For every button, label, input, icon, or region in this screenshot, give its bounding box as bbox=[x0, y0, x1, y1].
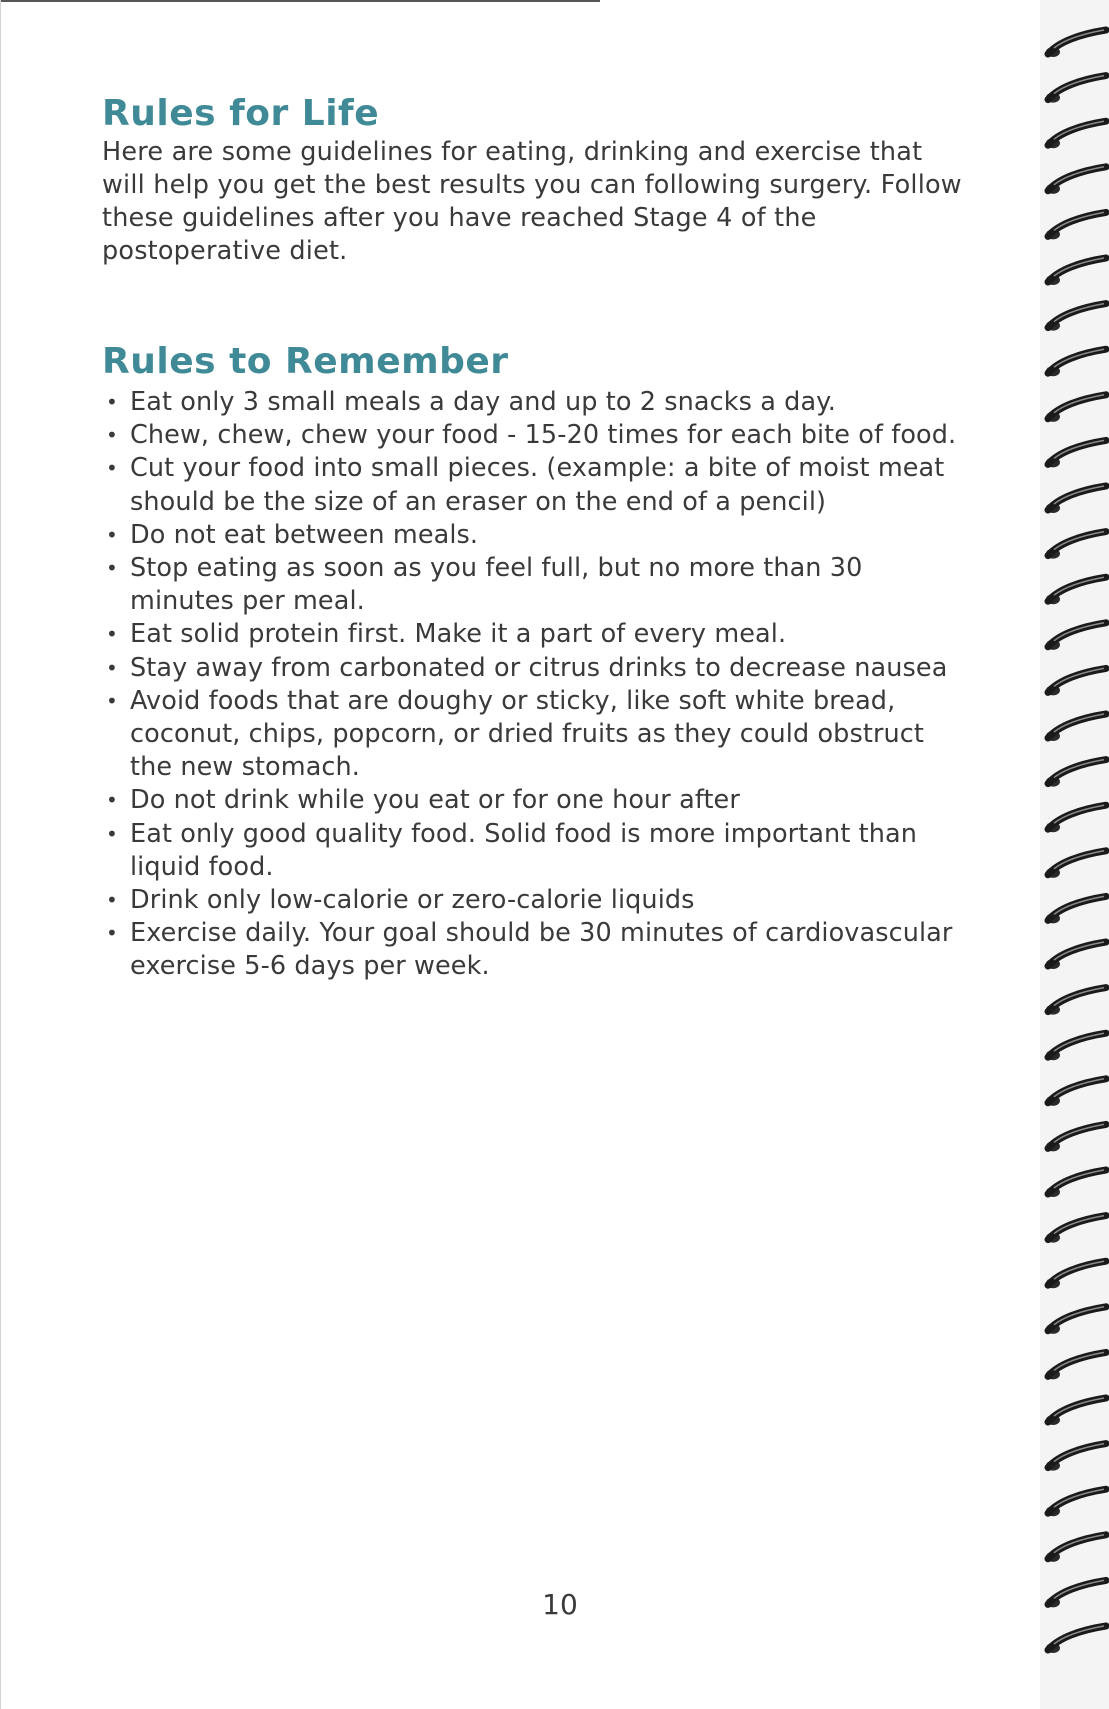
list-item bbox=[102, 917, 970, 983]
coil-ring bbox=[1046, 1535, 1106, 1562]
coil-ring bbox=[1046, 1033, 1106, 1060]
list-item-text: Cut your food into small pieces. (example: a bite of moist meat should be the size of an eraser on the end of a pencil) bbox=[130, 453, 945, 517]
coil-ring bbox=[1046, 440, 1106, 467]
coil-ring bbox=[1046, 623, 1106, 650]
list-item bbox=[102, 519, 970, 552]
coil-wire bbox=[1048, 486, 1106, 510]
list-item-text: Eat only 3 small meals a day and up to 2 snacks a day. bbox=[130, 387, 836, 417]
coil-wire bbox=[1048, 1444, 1106, 1468]
coil-wire bbox=[1048, 942, 1106, 966]
coil-wire bbox=[1048, 714, 1106, 738]
coil-wire bbox=[1048, 760, 1106, 784]
coil-ring bbox=[1046, 851, 1106, 878]
coil-wire bbox=[1048, 1352, 1106, 1376]
coil-ring bbox=[1046, 896, 1106, 923]
bullet-icon: • bbox=[106, 888, 118, 913]
list-item bbox=[102, 652, 970, 685]
bullet-icon: • bbox=[106, 556, 118, 581]
coil-ring bbox=[1046, 714, 1106, 741]
coil-ring bbox=[1046, 395, 1106, 422]
coil-ring bbox=[1046, 486, 1106, 513]
coil-wire bbox=[1048, 851, 1106, 875]
coil-ring bbox=[1046, 167, 1106, 194]
coil-wire bbox=[1048, 1307, 1106, 1331]
coil-ring bbox=[1046, 1444, 1106, 1471]
bullet-icon: • bbox=[106, 390, 118, 414]
coil-wire bbox=[1048, 1535, 1106, 1559]
intro-paragraph: Here are some guidelines for eating, drinking and exercise that will help you get the best results you can following surgery. Follow these guidelines after you have reached Stage 4 of the postoperative diet. bbox=[102, 137, 962, 266]
coil-ring bbox=[1046, 1398, 1106, 1425]
coil-wire bbox=[1048, 304, 1106, 328]
bullet-icon: • bbox=[106, 788, 118, 813]
coil-ring bbox=[1046, 349, 1106, 376]
coil-ring bbox=[1046, 532, 1106, 559]
list-item-text: Do not eat between meals. bbox=[130, 519, 479, 550]
coil-wire bbox=[1048, 258, 1106, 282]
coil-ring bbox=[1046, 577, 1106, 604]
coil-wire bbox=[1048, 1170, 1106, 1194]
spiral-binding bbox=[1040, 0, 1109, 1709]
coil-wire bbox=[1048, 623, 1106, 647]
coil-ring bbox=[1046, 1626, 1106, 1653]
coil-ring bbox=[1046, 304, 1106, 331]
coil-ring bbox=[1046, 212, 1106, 239]
coil-wire bbox=[1048, 167, 1106, 191]
coil-ring bbox=[1046, 1124, 1106, 1151]
bullet-icon: • bbox=[106, 921, 118, 946]
bullet-icon: • bbox=[106, 688, 118, 713]
list-item-text: Do not drink while you eat or for one hour after bbox=[130, 785, 740, 816]
coil-ring bbox=[1046, 760, 1106, 787]
coil-wire bbox=[1048, 440, 1106, 464]
coil-wire bbox=[1048, 212, 1106, 236]
coil-ring bbox=[1046, 1079, 1106, 1106]
list-item-text: Exercise daily. Your goal should be 30 minutes of cardiovascular exercise 5-6 days per week. bbox=[130, 918, 953, 982]
coil-ring bbox=[1046, 1307, 1106, 1334]
coil-wire bbox=[1048, 577, 1106, 601]
bullet-icon: • bbox=[106, 423, 118, 448]
coil-wire bbox=[1048, 1398, 1106, 1422]
coil-ring bbox=[1046, 121, 1106, 148]
coil-wire bbox=[1048, 988, 1106, 1012]
coil-wire bbox=[1048, 1124, 1106, 1148]
list-item-text: Chew, chew, chew your food - 15-20 times for each bite of food. bbox=[130, 420, 957, 451]
coil-ring bbox=[1046, 1261, 1106, 1288]
bullet-icon: • bbox=[106, 622, 118, 647]
section-title-rules-for-life: Rules for Life bbox=[102, 93, 380, 134]
coil-ring bbox=[1046, 30, 1106, 57]
coil-ring bbox=[1046, 942, 1106, 969]
coil-ring bbox=[1046, 1489, 1106, 1516]
list-item bbox=[102, 784, 970, 817]
coil-ring bbox=[1046, 668, 1106, 695]
coil-wire bbox=[1048, 805, 1106, 829]
spiral-coils-graphic bbox=[1040, 0, 1109, 1709]
coil-wire bbox=[1048, 1489, 1106, 1513]
list-item bbox=[102, 618, 970, 651]
list-item-text: Stay away from carbonated or citrus drinks to decrease nausea bbox=[130, 652, 948, 683]
coil-ring bbox=[1046, 76, 1106, 103]
list-item-text: Eat only good quality food. Solid food is more important than liquid food. bbox=[130, 818, 917, 882]
coil-ring bbox=[1046, 1580, 1106, 1607]
coil-wire bbox=[1048, 30, 1106, 54]
coil-wire bbox=[1048, 1079, 1106, 1103]
coil-ring bbox=[1046, 1216, 1106, 1243]
coil-ring bbox=[1046, 1352, 1106, 1379]
rules-list bbox=[102, 386, 982, 984]
list-item bbox=[102, 419, 970, 452]
coil-wire bbox=[1048, 76, 1106, 100]
section-title-rules-to-remember: Rules to Remember bbox=[102, 341, 509, 382]
list-item bbox=[102, 552, 970, 618]
coil-wire bbox=[1048, 1033, 1106, 1057]
bullet-icon: • bbox=[106, 655, 118, 680]
list-item-text: Eat solid protein first. Make it a part of every meal. bbox=[130, 619, 787, 650]
bullet-icon: • bbox=[106, 522, 118, 547]
list-item-text: Stop eating as soon as you feel full, but no more than 30 minutes per meal. bbox=[130, 553, 863, 617]
list-item-text: Drink only low-calorie or zero-calorie liquids bbox=[130, 885, 695, 916]
bullet-icon: • bbox=[106, 821, 118, 846]
coil-wire bbox=[1048, 349, 1106, 373]
coil-ring bbox=[1046, 258, 1106, 285]
coil-wire bbox=[1048, 121, 1106, 145]
coil-wire bbox=[1048, 1261, 1106, 1285]
list-item bbox=[102, 685, 970, 785]
coil-wire bbox=[1048, 668, 1106, 692]
coil-wire bbox=[1048, 1580, 1106, 1604]
page-content bbox=[102, 92, 982, 984]
coil-ring bbox=[1046, 988, 1106, 1015]
coil-wire bbox=[1048, 1216, 1106, 1240]
coil-ring bbox=[1046, 1170, 1106, 1197]
page-number: 10 bbox=[542, 1588, 578, 1621]
list-item bbox=[102, 818, 970, 884]
list-item-text: Avoid foods that are doughy or sticky, like soft white bread, coconut, chips, popcorn, or dried fruits as they could obstruct the new stomach. bbox=[130, 685, 925, 783]
coil-wire bbox=[1048, 896, 1106, 920]
coil-wire bbox=[1048, 1626, 1106, 1650]
coil-ring bbox=[1046, 805, 1106, 832]
list-item bbox=[102, 452, 970, 518]
list-item bbox=[102, 386, 970, 419]
list-item bbox=[102, 884, 970, 917]
coil-wire bbox=[1048, 395, 1106, 419]
bullet-icon: • bbox=[106, 456, 118, 481]
coil-wire bbox=[1048, 532, 1106, 556]
